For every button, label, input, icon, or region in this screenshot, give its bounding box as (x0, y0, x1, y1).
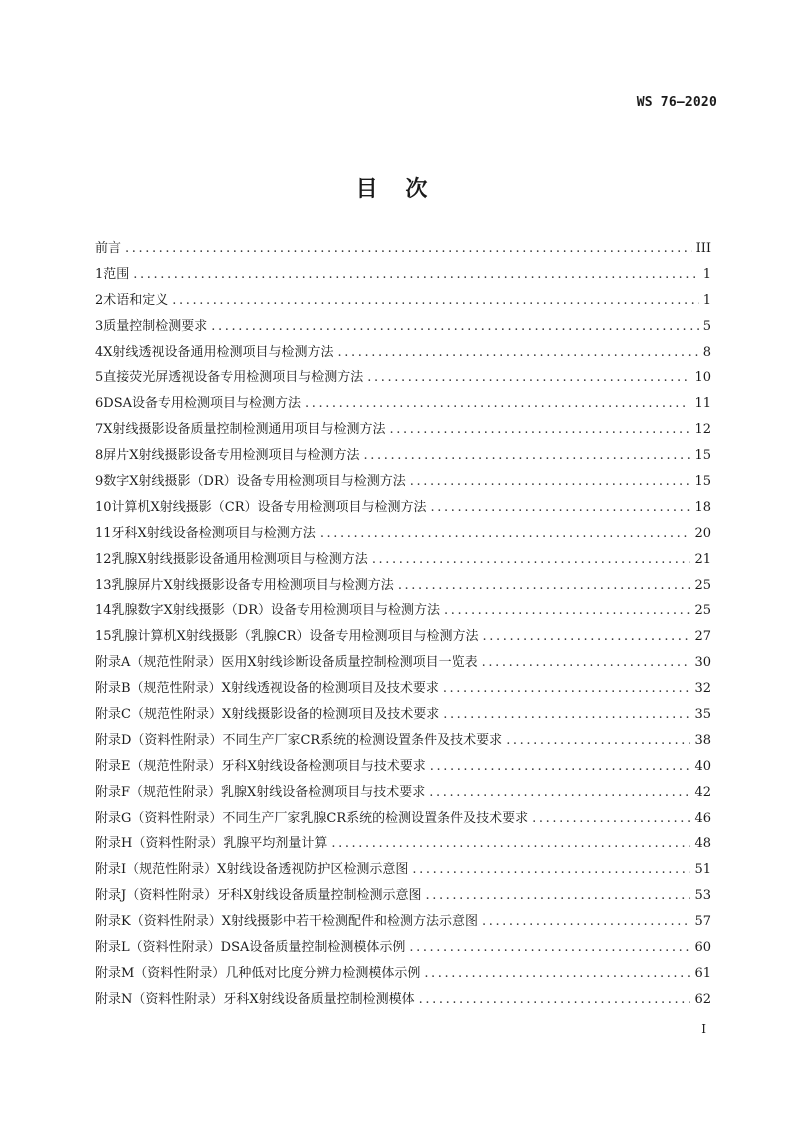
toc-leader-dots (429, 785, 690, 800)
toc-entry-text: 范围 (103, 266, 130, 282)
appendix-title: 不同生产厂家CR系统的检测设置条件及技术要求 (222, 732, 503, 748)
toc-leader-dots (482, 655, 691, 670)
toc-entry-text: X射线摄影设备质量控制检测通用项目与检测方法 (103, 422, 386, 438)
toc-entry-page: 18 (694, 499, 711, 515)
toc-entry-number: 6 (95, 396, 104, 412)
toc-entry-page: 10 (694, 370, 711, 386)
toc-entry-page: 12 (694, 422, 711, 438)
toc-appendix-entry[interactable] (95, 677, 711, 703)
appendix-title: 医用X射线诊断设备质量控制检测项目一览表 (221, 655, 478, 671)
standard-code: WS 76—2020 (636, 95, 717, 110)
toc-entry-text: 乳腺屏片X射线摄影设备专用检测项目与检测方法 (111, 577, 394, 593)
toc-entry-number: 7 (95, 422, 104, 438)
appendix-label: 附录I（规范性附录） (95, 862, 218, 878)
appendix-label: 附录G（资料性附录） (95, 810, 223, 826)
toc-entry[interactable] (95, 366, 711, 392)
toc-leader-dots (424, 966, 690, 981)
toc-entry-text: 乳腺X射线摄影设备通用检测项目与检测方法 (111, 551, 368, 567)
toc-entry[interactable] (95, 392, 711, 418)
toc-entry-text: 质量控制检测要求 (103, 318, 208, 334)
toc-entry-page: 21 (694, 551, 711, 567)
toc-leader-dots (412, 862, 690, 877)
appendix-page: 40 (694, 758, 711, 774)
toc-entry-text: 乳腺计算机X射线摄影（乳腺CR）设备专用检测项目与检测方法 (111, 629, 479, 645)
toc-entry-text: 计算机X射线摄影（CR）设备专用检测项目与检测方法 (111, 499, 427, 515)
appendix-title: X射线摄影中若干检测配件和检测方法示意图 (221, 914, 478, 930)
toc-leader-dots (305, 396, 690, 411)
toc-entry[interactable] (95, 548, 711, 574)
toc-entry-number: 14 (95, 603, 112, 619)
toc-entry[interactable] (95, 289, 711, 315)
toc-entry[interactable] (95, 599, 711, 625)
toc-appendix-entry[interactable] (95, 936, 711, 962)
toc-entry-number: 2 (95, 292, 104, 308)
toc-leader-dots (172, 293, 698, 308)
toc-entry-number: 13 (95, 577, 112, 593)
appendix-label: 附录N（资料性附录） (95, 991, 224, 1007)
toc-entry-number: 12 (95, 551, 112, 567)
toc-entry-text: 乳腺数字X射线摄影（DR）设备专用检测项目与检测方法 (111, 603, 441, 619)
appendix-label: 附录B（规范性附录） (95, 681, 222, 697)
toc-entry[interactable] (95, 625, 711, 651)
appendix-page: 57 (694, 914, 711, 930)
toc-entry[interactable] (95, 237, 711, 263)
toc-entry-text: 牙科X射线设备检测项目与检测方法 (111, 525, 316, 541)
toc-appendix-entry[interactable] (95, 962, 711, 988)
toc-appendix-entry[interactable] (95, 729, 711, 755)
toc-appendix-entry[interactable] (95, 884, 711, 910)
appendix-label: 附录H（资料性附录） (95, 836, 224, 852)
toc-leader-dots (390, 422, 691, 437)
toc-appendix-entry[interactable] (95, 755, 711, 781)
toc-leader-dots (409, 940, 690, 955)
appendix-page: 61 (694, 965, 711, 981)
appendix-page: 30 (694, 655, 711, 671)
toc-entry[interactable] (95, 496, 711, 522)
appendix-title: 乳腺X射线设备检测项目与技术要求 (221, 784, 426, 800)
appendix-label: 附录K（资料性附录） (95, 914, 222, 930)
appendix-title: 不同生产厂家乳腺CR系统的检测设置条件及技术要求 (222, 810, 529, 826)
toc-leader-dots (506, 733, 690, 748)
toc-leader-dots (125, 241, 692, 256)
toc-entry[interactable] (95, 418, 711, 444)
toc-entry-text: X射线透视设备通用检测项目与检测方法 (103, 344, 334, 360)
appendix-title: 牙科X射线设备质量控制检测示意图 (217, 888, 422, 904)
toc-leader-dots (419, 992, 691, 1007)
appendix-page: 51 (694, 862, 711, 878)
appendix-page: 48 (694, 836, 711, 852)
appendix-page: 46 (694, 810, 711, 826)
toc-entry-page: 25 (694, 603, 711, 619)
table-of-contents (95, 237, 711, 1014)
toc-leader-dots (410, 474, 691, 489)
toc-leader-dots (532, 811, 690, 826)
toc-appendix-entry[interactable] (95, 703, 711, 729)
toc-entry-page: 11 (694, 396, 711, 412)
toc-leader-dots (364, 448, 691, 463)
toc-leader-dots (444, 603, 690, 618)
toc-entry-number: 10 (95, 499, 112, 515)
toc-appendix-entry[interactable] (95, 807, 711, 833)
toc-entry-text: 前言 (95, 241, 122, 256)
appendix-page: 42 (694, 784, 711, 800)
toc-entry-page: 1 (702, 266, 711, 282)
page-number: I (701, 1022, 706, 1036)
toc-entry-page: 15 (694, 448, 711, 464)
toc-appendix-entry[interactable] (95, 988, 711, 1014)
appendix-page: 32 (694, 681, 711, 697)
appendix-title: X射线摄影设备的检测项目及技术要求 (221, 707, 440, 723)
toc-entry-page: 25 (694, 577, 711, 593)
toc-appendix-entry[interactable] (95, 781, 711, 807)
appendix-page: 62 (694, 991, 711, 1007)
appendix-title: 牙科X射线设备质量控制检测模体 (223, 991, 415, 1007)
page-title: 目 次 (355, 177, 438, 202)
toc-entry-text: 术语和定义 (103, 292, 169, 308)
toc-leader-dots (430, 759, 691, 774)
toc-entry-page: 27 (694, 629, 711, 645)
toc-entry-text: 屏片X射线摄影设备专用检测项目与检测方法 (103, 448, 360, 464)
toc-entry-page: 20 (694, 525, 711, 541)
toc-leader-dots (425, 888, 690, 903)
appendix-label: 附录F（规范性附录） (95, 784, 222, 800)
toc-leader-dots (443, 707, 690, 722)
toc-appendix-entry[interactable] (95, 832, 711, 858)
toc-leader-dots (398, 578, 691, 593)
toc-appendix-entry[interactable] (95, 651, 711, 677)
toc-entry-page: 15 (694, 474, 711, 490)
toc-entry-text: 数字X射线摄影（DR）设备专用检测项目与检测方法 (103, 474, 406, 490)
appendix-label: 附录D（资料性附录） (95, 732, 223, 748)
appendix-title: DSA设备质量控制检测模体示例 (220, 940, 406, 956)
toc-entry-number: 9 (95, 474, 104, 490)
toc-entry-page: 1 (702, 292, 711, 308)
toc-leader-dots (133, 267, 698, 282)
appendix-page: 35 (694, 707, 711, 723)
toc-leader-dots (211, 319, 698, 334)
toc-leader-dots (372, 552, 691, 567)
toc-leader-dots (482, 914, 690, 929)
toc-leader-dots (338, 345, 699, 360)
toc-entry-number: 8 (95, 448, 104, 464)
appendix-page: 60 (694, 940, 711, 956)
toc-entry[interactable] (95, 574, 711, 600)
toc-entry-number: 5 (95, 370, 104, 386)
toc-entry[interactable] (95, 315, 711, 341)
toc-leader-dots (367, 370, 690, 385)
toc-entry-page: 8 (702, 344, 711, 360)
toc-entry-page: 5 (702, 318, 711, 334)
toc-entry-number: 15 (95, 629, 112, 645)
appendix-title: 牙科X射线设备检测项目与技术要求 (221, 758, 426, 774)
appendix-title: X射线透视设备的检测项目及技术要求 (221, 681, 439, 697)
toc-entry[interactable] (95, 522, 711, 548)
appendix-page: 53 (694, 888, 711, 904)
toc-leader-dots (320, 526, 691, 541)
appendix-label: 附录M（资料性附录） (95, 965, 226, 981)
toc-entry-number: 11 (95, 525, 112, 541)
appendix-title: X射线设备透视防护区检测示意图 (217, 862, 409, 878)
toc-entry-text: DSA设备专用检测项目与检测方法 (103, 396, 301, 412)
toc-entry-number: 3 (95, 318, 104, 334)
toc-entry[interactable] (95, 444, 711, 470)
toc-leader-dots (431, 500, 691, 515)
appendix-label: 附录C（规范性附录） (95, 707, 222, 723)
toc-entry[interactable] (95, 341, 711, 367)
toc-entry[interactable] (95, 470, 711, 496)
appendix-label: 附录L（资料性附录） (95, 940, 221, 956)
toc-entry-number: 1 (95, 266, 104, 282)
appendix-label: 附录A（规范性附录） (95, 655, 222, 671)
appendix-title: 乳腺平均剂量计算 (223, 836, 328, 852)
toc-appendix-entry[interactable] (95, 858, 711, 884)
appendix-page: 38 (694, 732, 711, 748)
toc-entry-page: III (695, 241, 711, 256)
toc-leader-dots (443, 681, 691, 696)
toc-leader-dots (331, 836, 690, 851)
appendix-label: 附录E（规范性附录） (95, 758, 222, 774)
toc-appendix-entry[interactable] (95, 910, 711, 936)
toc-entry-text: 直接荧光屏透视设备专用检测项目与检测方法 (103, 370, 364, 386)
appendix-title: 几种低对比度分辨力检测模体示例 (225, 965, 421, 981)
appendix-label: 附录J（资料性附录） (95, 888, 218, 904)
toc-leader-dots (483, 629, 691, 644)
toc-entry[interactable] (95, 263, 711, 289)
toc-entry-number: 4 (95, 344, 104, 360)
